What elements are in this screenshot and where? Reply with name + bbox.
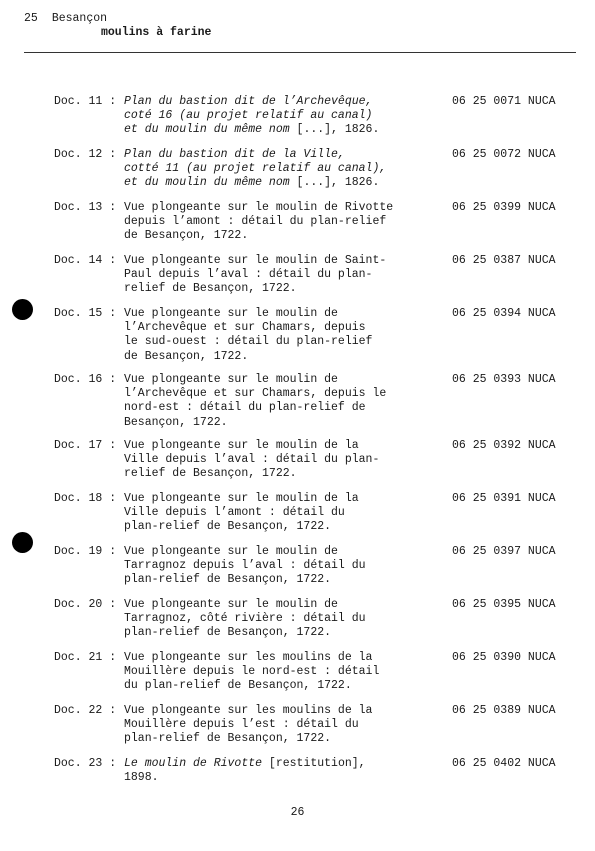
doc-title: Vue plongeante sur le moulin de l’Archevêque et sur Chamars, depuis le nord-est : détail du plan-relief de Besançon, 1722. — [124, 373, 387, 429]
doc-number: Doc. 17 : — [54, 439, 117, 452]
doc-title: Le moulin de Rivotte — [124, 757, 263, 770]
doc-description — [124, 95, 424, 138]
header-rule — [24, 52, 576, 53]
doc-description — [124, 598, 424, 641]
doc-description — [124, 757, 424, 785]
city-name: Besançon — [51, 12, 108, 25]
doc-title-tail: [restitution], 1898. — [124, 757, 366, 785]
doc-code: 06 25 0392 NUCA — [452, 439, 556, 452]
doc-title: Vue plongeante sur le moulin de l’Archevêque et sur Chamars, depuis le sud-ouest : détail du plan-relief de Besançon, 1722. — [124, 307, 373, 363]
doc-description — [124, 254, 424, 297]
doc-number: Doc. 20 : — [54, 598, 117, 611]
doc-title-tail: [...], 1826. — [289, 123, 380, 137]
page-number: 26 — [290, 806, 305, 819]
doc-code: 06 25 0395 NUCA — [452, 598, 556, 611]
doc-code: 06 25 0397 NUCA — [452, 545, 556, 558]
doc-title: Vue plongeante sur le moulin de Rivotte depuis l’amont : détail du plan-relief de Besançon, 1722. — [124, 201, 394, 243]
doc-title: Vue plongeante sur le moulin de la Ville depuis l’aval : détail du plan- relief de Besançon, 1722. — [124, 439, 380, 481]
doc-title: Plan du bastion dit de l’Archevêque, coté 16 (au projet relatif au canal) et du moulin du même nom — [124, 95, 373, 137]
doc-title: Vue plongeante sur le moulin de la Ville depuis l’amont : détail du plan-relief de Besançon, 1722. — [124, 492, 359, 534]
doc-description — [124, 439, 424, 482]
doc-code: 06 25 0402 NUCA — [452, 757, 556, 770]
doc-title: Vue plongeante sur le moulin de Tarragnoz depuis l’aval : détail du plan-relief de Besançon, 1722. — [124, 545, 366, 587]
doc-code: 06 25 0390 NUCA — [452, 651, 556, 664]
doc-description — [124, 201, 424, 244]
doc-number: Doc. 12 : — [54, 148, 117, 161]
doc-description — [124, 492, 424, 535]
doc-code: 06 25 0391 NUCA — [452, 492, 556, 505]
doc-title: Vue plongeante sur le moulin de Saint- Paul depuis l’aval : détail du plan- relief de Besançon, 1722. — [124, 254, 387, 296]
doc-code: 06 25 0072 NUCA — [452, 148, 556, 161]
page-header — [24, 12, 211, 40]
punch-hole — [12, 299, 33, 320]
doc-description — [124, 704, 424, 747]
doc-number: Doc. 22 : — [54, 704, 117, 717]
doc-description — [124, 373, 424, 430]
punch-hole — [12, 532, 33, 553]
header-subtitle: moulins à farine — [101, 26, 212, 39]
doc-description — [124, 307, 424, 364]
doc-number: Doc. 21 : — [54, 651, 117, 664]
doc-title: Vue plongeante sur le moulin de Tarragnoz, côté rivière : détail du plan-relief de Besançon, 1722. — [124, 598, 366, 640]
department-number: 25 — [24, 12, 38, 25]
doc-description — [124, 148, 424, 191]
doc-code: 06 25 0399 NUCA — [452, 201, 556, 214]
doc-code: 06 25 0394 NUCA — [452, 307, 556, 320]
doc-number: Doc. 19 : — [54, 545, 117, 558]
doc-number: Doc. 16 : — [54, 373, 117, 386]
doc-description — [124, 651, 424, 694]
doc-title: Plan du bastion dit de la Ville, cotté 11 (au projet relatif au canal), et du moulin du même nom — [124, 148, 387, 190]
doc-number: Doc. 23 : — [54, 757, 117, 770]
doc-number: Doc. 15 : — [54, 307, 117, 320]
doc-title: Vue plongeante sur les moulins de la Mouillère depuis l’est : détail du plan-relief de Besançon, 1722. — [124, 704, 373, 746]
doc-description — [124, 545, 424, 588]
doc-number: Doc. 13 : — [54, 201, 117, 214]
doc-number: Doc. 11 : — [54, 95, 117, 108]
doc-number: Doc. 18 : — [54, 492, 117, 505]
doc-number: Doc. 14 : — [54, 254, 117, 267]
doc-code: 06 25 0393 NUCA — [452, 373, 556, 386]
doc-code: 06 25 0387 NUCA — [452, 254, 556, 267]
header-line — [24, 12, 211, 26]
doc-title-tail: [...], 1826. — [289, 176, 380, 190]
doc-title: Vue plongeante sur les moulins de la Mouillère depuis le nord-est : détail du plan-relief de Besançon, 1722. — [124, 651, 380, 693]
doc-code: 06 25 0071 NUCA — [452, 95, 556, 108]
doc-code: 06 25 0389 NUCA — [452, 704, 556, 717]
